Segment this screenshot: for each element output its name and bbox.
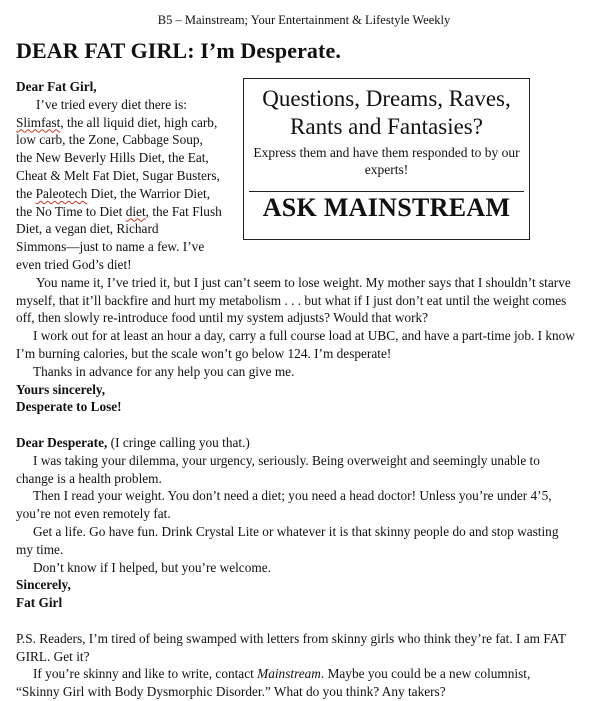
letter-wrapped-paragraph — [16, 96, 241, 274]
reply-paragraph: Don’t know if I helped, but you’re welcome. — [33, 559, 271, 575]
box-headline: Questions, Dreams, Raves, Rants and Fantasies? — [262, 86, 511, 139]
letter-line: Simmons—just to name a few. I’ve — [16, 239, 205, 255]
publication-name: Mainstream — [257, 666, 321, 682]
reply-paragraph: I was taking your dilemma, your urgency, seriously. Being overweight and seemingly unable to change is a health problem. — [16, 452, 540, 486]
box-ask-label: ASK MAINSTREAM — [262, 193, 511, 222]
letter-line: the Paleotech Diet, the Warrior Diet, — [16, 185, 211, 201]
page-header: B5 – Mainstream; Your Entertainment & Lifestyle Weekly — [157, 13, 451, 27]
letter-salutation: Dear Fat Girl, — [16, 79, 97, 94]
letter-signature: Desperate to Lose! — [16, 399, 122, 415]
letter-line: Cheat & Melt Fat Diet, Sugar Busters, — [16, 167, 220, 183]
ps-paragraph: If you’re skinny and like to write, contact Mainstream. Maybe you could be a new columnist, “Skinny Girl with Body Dysmorphic Disorder.” What do you think? Any takers? — [16, 666, 531, 700]
letter-paragraph: You name it, I’ve tried it, but I just can’t seem to lose weight. My mother says that I shouldn’t starve myself, that it’ll backfire and hurt my metabolism . . . but what if I just don’t eat until the weight comes off, then slowly re-introduce food until my system adjusts? Would that work? — [16, 274, 571, 326]
letter-line: Slimfast, the all liquid diet, high carb, — [16, 114, 218, 130]
box-subtext: Express them and have them responded to by our experts! — [253, 145, 520, 177]
article-title: DEAR FAT GIRL: I’m Desperate. — [16, 38, 341, 63]
letter-line: Diet, a vegan diet, Richard — [16, 221, 159, 237]
spellcheck-word: Slimfast — [16, 114, 61, 130]
letter-line: the New Beverly Hills Diet, the Eat, — [16, 150, 209, 166]
reply-paragraph: Get a life. Go have fun. Drink Crystal Lite or whatever it is that skinny people do and stop wasting my time. — [16, 523, 559, 557]
ps-paragraph: P.S. Readers, I’m tired of being swamped with letters from skinny girls who think they’re fat. I am FAT GIRL. Get it? — [16, 630, 566, 664]
letter-line: even tried God’s diet! — [16, 256, 132, 272]
letter-line: I’ve tried every diet there is: — [36, 96, 187, 112]
spellcheck-word: diet — [125, 203, 146, 219]
letter-line: the No Time to Diet diet, the Fat Flush — [16, 203, 222, 219]
letter-signoff: Yours sincerely, — [16, 381, 106, 397]
reply-signature: Fat Girl — [16, 595, 63, 611]
letter-paragraph: Thanks in advance for any help you can give me. — [33, 363, 295, 379]
reply-paragraph: Then I read your weight. You don’t need a diet; you need a head doctor! Unless you’re under 4’5, you’re not even remotely fat. — [16, 488, 552, 522]
letter-line: low carb, the Zone, Cabbage Soup, — [16, 132, 203, 148]
spellcheck-word: Paleotech — [35, 185, 88, 201]
column-body — [16, 78, 576, 701]
reply-salutation: Dear Desperate, (I cringe calling you that.) — [16, 434, 250, 450]
letter-paragraph: I work out for at least an hour a day, carry a full course load at UBC, and have a part-time job. I know I’m burning calories, but the scale won’t go below 124. I’m desperate! — [16, 328, 575, 361]
reply-signoff: Sincerely, — [16, 577, 71, 593]
